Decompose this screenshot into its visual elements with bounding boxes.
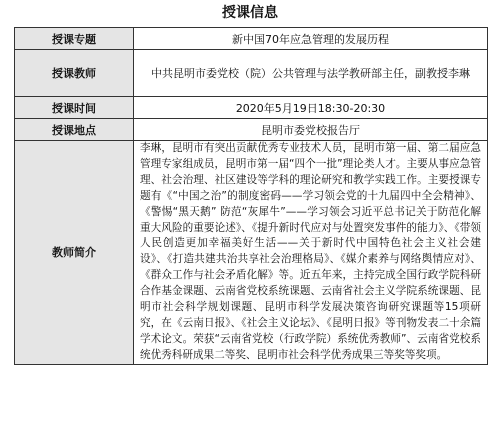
table-row-bio xyxy=(15,141,488,365)
bio-text: 李琳，昆明市有突出贡献优秀专业技术人员，昆明市第一届、第二届应急管理专家组成员，昆明市第一届“四个一批”理论类人才。主要从事应急管理、社会治理、社区建设等学科的理论研究和教学实践工作。主要授课专题有《“中国之治”的制度密码——学习领会党的十九届四中全会精神》、《警惕“黑天鹅” 防范“灰犀牛”——学习领会习近平总书记关于防范化解重大风险的重要论述》、《提升新时代应对与处置突发事件的能力》、《带领人民创造更加幸福美好生活——关于新时代中国特色社会主义社会建设》、《打造共建共治共享社会治理格局》、《媒介素养与网络舆情应对》、《群众工作与社会矛盾化解》等。近五年来，主持完成全国行政学院科研合作基金课题、云南省党校系统课题、云南省社会主义学院系统课题、昆明市社会科学规划课题、昆明市科学发展决策咨询研究课题等15项研究，在《云南日报》、《社会主义论坛》、《昆明日报》等刊物发表二十余篇学术论文。荣获“云南省党校（行政学院）系统优秀教师”、云南省党校系统优秀科研成果二等奖、昆明市社会科学优秀成果三等奖等奖项。 xyxy=(134,141,488,365)
topic-label: 授课专题 xyxy=(15,28,134,50)
topic-value: 新中国70年应急管理的发展历程 xyxy=(134,28,488,50)
course-info-table xyxy=(14,27,488,365)
table-row-time xyxy=(15,97,488,119)
bio-label: 教师简介 xyxy=(15,141,134,365)
table-row-location xyxy=(15,119,488,141)
teacher-value: 中共昆明市委党校（院）公共管理与法学教研部主任，副教授李琳 xyxy=(134,50,488,97)
time-value: 2020年5月19日18:30-20:30 xyxy=(134,97,488,119)
teacher-label: 授课教师 xyxy=(15,50,134,97)
table-row-teacher xyxy=(15,50,488,97)
location-value: 昆明市委党校报告厅 xyxy=(134,119,488,141)
table-row-topic xyxy=(15,28,488,50)
time-label: 授课时间 xyxy=(15,97,134,119)
location-label: 授课地点 xyxy=(15,119,134,141)
document-title: 授课信息 xyxy=(222,5,278,21)
